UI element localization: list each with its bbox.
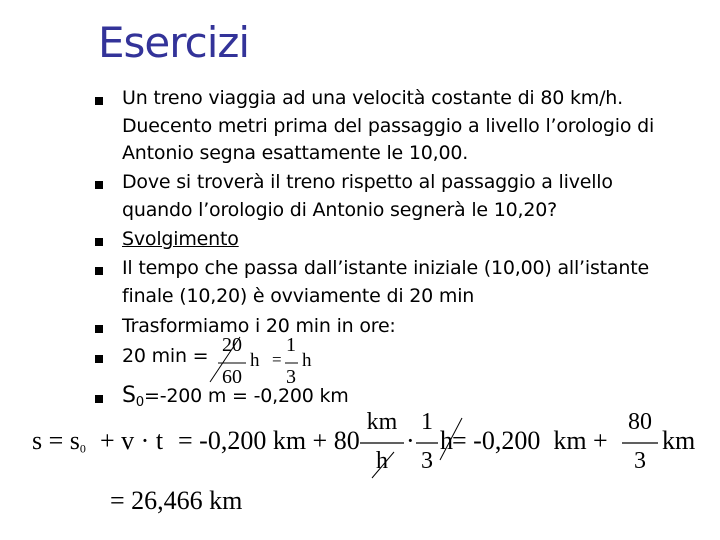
lhs-subscript: 0 <box>79 441 86 456</box>
equation-step-1: = -0,200 km + 80 <box>178 426 360 455</box>
bullet-text: Un treno viaggia ad una velocità costante di 80 km/h. <box>122 87 623 109</box>
fraction-numerator: 1 <box>286 334 296 356</box>
slide-title: Esercizi <box>98 18 250 67</box>
bullet-text: 20 min = <box>122 345 209 367</box>
bullet-text: Antonio segna esattamente le 10,00. <box>122 142 469 164</box>
cancel-stroke <box>440 418 462 460</box>
unit-km: km <box>662 426 696 455</box>
s-subscript: 0 <box>135 394 145 410</box>
fraction-numerator: 80 <box>628 409 652 435</box>
fraction-denominator: 3 <box>286 366 296 388</box>
unit-hours: h <box>250 350 260 371</box>
bullet-text: quando l’orologio di Antonio segnerà le 10,20? <box>122 199 558 221</box>
bullet-text: Duecento metri prima del passaggio a livello l’orologio di <box>122 115 655 137</box>
section-heading: Svolgimento <box>122 228 239 250</box>
cancel-stroke <box>210 337 240 382</box>
fraction-denominator: 3 <box>421 448 433 474</box>
fraction-denominator: h <box>376 448 388 474</box>
equals-sign: = <box>272 350 282 369</box>
cancelled-hours: h <box>440 426 453 455</box>
velocity-term: + v · t <box>100 426 164 455</box>
fraction-numerator: km <box>366 409 398 435</box>
fraction-numerator: 1 <box>421 409 433 435</box>
lhs-text: s = s <box>32 426 80 455</box>
initial-position-value: =-200 m = -0,200 km <box>144 385 349 407</box>
bullet-text: Il tempo che passa dall’istante iniziale (10,00) all’istante <box>122 257 649 279</box>
fraction-numerator: 20 <box>222 334 242 356</box>
fraction-denominator: 3 <box>634 448 646 474</box>
bullet-text: Trasformiamo i 20 min in ore: <box>122 315 396 337</box>
multiply-dot: · <box>406 426 415 455</box>
fraction-denominator: 60 <box>222 366 242 388</box>
bullet-text: finale (10,20) è ovviamente di 20 min <box>122 285 475 307</box>
equation-result: = 26,466 km <box>110 486 243 515</box>
bullet-text: Dove si troverà il treno rispetto al passaggio a livello <box>122 171 613 193</box>
unit-hours: h <box>302 350 312 371</box>
equation-step-2: = -0,200 km + <box>452 426 608 455</box>
cancel-stroke <box>372 452 394 478</box>
s-symbol: S <box>122 383 136 408</box>
